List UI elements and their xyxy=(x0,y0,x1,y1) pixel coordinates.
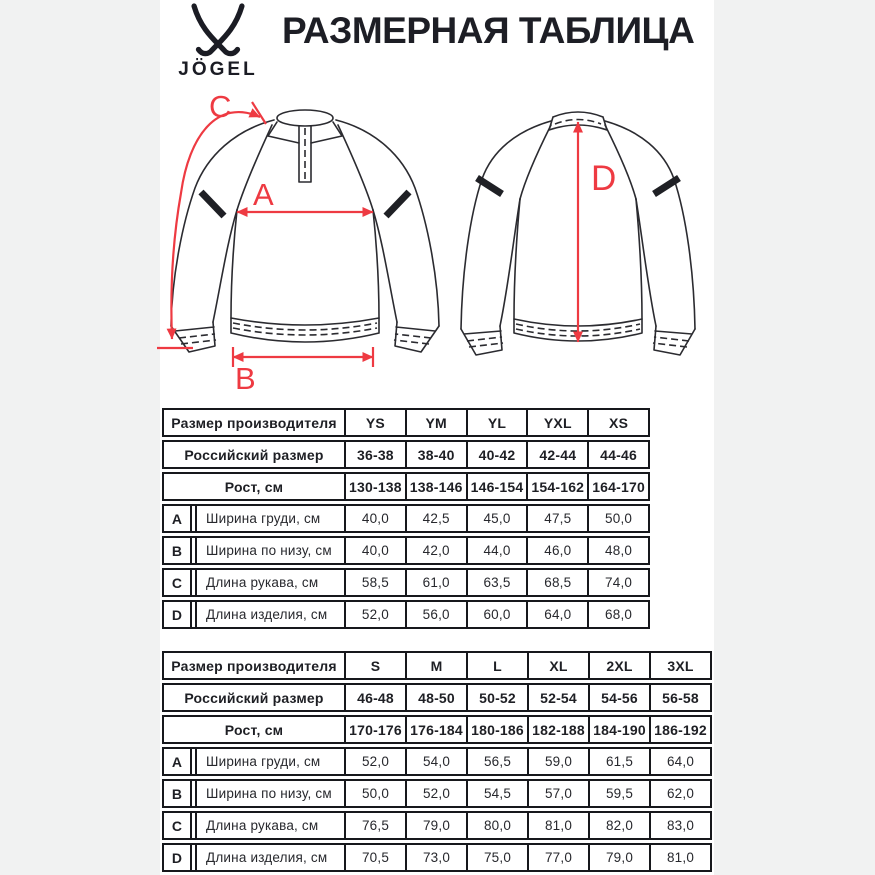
measure-value: 83,0 xyxy=(649,813,710,838)
measure-value: 50,0 xyxy=(344,781,405,806)
table-measure-row xyxy=(162,536,650,565)
measurement-arrow-c xyxy=(157,89,266,348)
table-measure-row xyxy=(162,568,650,597)
measure-value: 48,0 xyxy=(587,538,648,563)
measure-value: 70,5 xyxy=(344,845,405,870)
measure-value: 64,0 xyxy=(649,749,710,774)
measure-value: 57,0 xyxy=(527,781,588,806)
brand-logo xyxy=(166,2,270,81)
garment-back-diagram xyxy=(458,103,708,393)
measure-label: Длина рукава, см xyxy=(195,570,344,595)
measurement-label-a: A xyxy=(253,177,274,212)
jogel-logo-icon xyxy=(187,2,249,58)
size-value: 2XL xyxy=(588,653,649,678)
measure-value: 74,0 xyxy=(587,570,648,595)
size-table-youth xyxy=(162,408,650,629)
size-value: 170-176 xyxy=(344,717,405,742)
measure-letter: B xyxy=(164,781,192,806)
measurement-label-b: B xyxy=(235,361,256,396)
size-value: 146-154 xyxy=(466,474,527,499)
measure-value: 46,0 xyxy=(526,538,587,563)
measure-value: 82,0 xyxy=(588,813,649,838)
measure-value: 40,0 xyxy=(344,538,405,563)
size-value: YS xyxy=(344,410,405,435)
size-value: 40-42 xyxy=(466,442,527,467)
size-value: 42-44 xyxy=(526,442,587,467)
measure-value: 75,0 xyxy=(466,845,527,870)
measure-value: 44,0 xyxy=(466,538,527,563)
size-table-adult xyxy=(162,651,712,872)
header-label: Размер производителя xyxy=(171,414,337,431)
size-value: 56-58 xyxy=(649,685,710,710)
measure-label: Длина изделия, см xyxy=(195,845,344,870)
table-measure-row xyxy=(162,504,650,533)
measure-letter: D xyxy=(164,602,192,627)
size-value: 50-52 xyxy=(466,685,527,710)
measure-value: 59,5 xyxy=(588,781,649,806)
measure-value: 76,5 xyxy=(344,813,405,838)
table-header-row xyxy=(162,651,712,680)
measure-letter: C xyxy=(164,813,192,838)
size-value: 182-188 xyxy=(527,717,588,742)
size-value: YL xyxy=(466,410,527,435)
garment-front-diagram xyxy=(165,89,457,398)
size-value: 54-56 xyxy=(588,685,649,710)
size-value: 180-186 xyxy=(466,717,527,742)
size-value: XL xyxy=(527,653,588,678)
measure-value: 59,0 xyxy=(527,749,588,774)
size-value: 154-162 xyxy=(526,474,587,499)
measure-value: 54,5 xyxy=(466,781,527,806)
measure-value: 54,0 xyxy=(405,749,466,774)
measure-value: 80,0 xyxy=(466,813,527,838)
measure-label: Ширина по низу, см xyxy=(195,538,344,563)
size-value: 186-192 xyxy=(649,717,710,742)
table-header-row xyxy=(162,683,712,712)
measure-value: 81,0 xyxy=(649,845,710,870)
size-value: 164-170 xyxy=(587,474,648,499)
measure-letter: B xyxy=(164,538,192,563)
measure-value: 62,0 xyxy=(649,781,710,806)
measure-value: 68,0 xyxy=(587,602,648,627)
measure-value: 68,5 xyxy=(526,570,587,595)
header-label: Российский размер xyxy=(184,446,324,463)
header-label: Рост, см xyxy=(224,478,284,495)
size-value: XS xyxy=(587,410,648,435)
table-measure-row xyxy=(162,811,712,840)
size-value: 38-40 xyxy=(405,442,466,467)
measure-value: 45,0 xyxy=(466,506,527,531)
measure-label: Длина изделия, см xyxy=(195,602,344,627)
measure-value: 81,0 xyxy=(527,813,588,838)
table-measure-row xyxy=(162,779,712,808)
measure-value: 47,5 xyxy=(526,506,587,531)
header-label: Рост, см xyxy=(224,721,284,738)
measure-value: 56,5 xyxy=(466,749,527,774)
front-outline xyxy=(171,110,439,352)
measure-value: 40,0 xyxy=(344,506,405,531)
page-title: РАЗМЕРНАЯ ТАБЛИЦА xyxy=(282,10,695,51)
measurement-label-d: D xyxy=(591,159,617,198)
measure-value: 63,5 xyxy=(466,570,527,595)
table-measure-row xyxy=(162,843,712,872)
measure-label: Ширина груди, см xyxy=(195,749,344,774)
measure-letter: A xyxy=(164,749,192,774)
measure-label: Ширина груди, см xyxy=(195,506,344,531)
measure-value: 77,0 xyxy=(527,845,588,870)
measure-value: 52,0 xyxy=(405,781,466,806)
size-value: 36-38 xyxy=(344,442,405,467)
measure-value: 64,0 xyxy=(526,602,587,627)
measure-label: Ширина по низу, см xyxy=(195,781,344,806)
measure-label: Длина рукава, см xyxy=(195,813,344,838)
table-header-row xyxy=(162,408,650,437)
measure-value: 56,0 xyxy=(405,602,466,627)
size-value: 184-190 xyxy=(588,717,649,742)
measure-value: 50,0 xyxy=(587,506,648,531)
table-measure-row xyxy=(162,600,650,629)
table-measure-row xyxy=(162,747,712,776)
measure-letter: D xyxy=(164,845,192,870)
size-value: 3XL xyxy=(649,653,710,678)
table-header-row xyxy=(162,715,712,744)
measure-value: 61,5 xyxy=(588,749,649,774)
brand-name: JÖGEL xyxy=(178,59,258,80)
size-value: YM xyxy=(405,410,466,435)
header-label: Российский размер xyxy=(184,689,324,706)
size-value: 176-184 xyxy=(405,717,466,742)
table-header-row xyxy=(162,472,650,501)
size-value: YXL xyxy=(526,410,587,435)
measure-letter: C xyxy=(164,570,192,595)
size-value: M xyxy=(405,653,466,678)
size-value: 48-50 xyxy=(405,685,466,710)
size-value: 138-146 xyxy=(405,474,466,499)
size-value: 46-48 xyxy=(344,685,405,710)
size-value: 44-46 xyxy=(587,442,648,467)
size-value: L xyxy=(466,653,527,678)
measure-value: 79,0 xyxy=(405,813,466,838)
measurement-label-c: C xyxy=(209,89,232,124)
measure-value: 52,0 xyxy=(344,749,405,774)
measure-value: 42,5 xyxy=(405,506,466,531)
measure-value: 42,0 xyxy=(405,538,466,563)
measure-value: 52,0 xyxy=(344,602,405,627)
size-value: S xyxy=(344,653,405,678)
measure-value: 73,0 xyxy=(405,845,466,870)
size-value: 130-138 xyxy=(344,474,405,499)
measurement-arrow-d xyxy=(578,122,616,342)
measurement-arrow-b xyxy=(233,347,373,396)
table-header-row xyxy=(162,440,650,469)
measure-value: 58,5 xyxy=(344,570,405,595)
measure-value: 61,0 xyxy=(405,570,466,595)
measure-value: 60,0 xyxy=(466,602,527,627)
measure-letter: A xyxy=(164,506,192,531)
size-value: 52-54 xyxy=(527,685,588,710)
header-label: Размер производителя xyxy=(171,657,337,674)
measure-value: 79,0 xyxy=(588,845,649,870)
